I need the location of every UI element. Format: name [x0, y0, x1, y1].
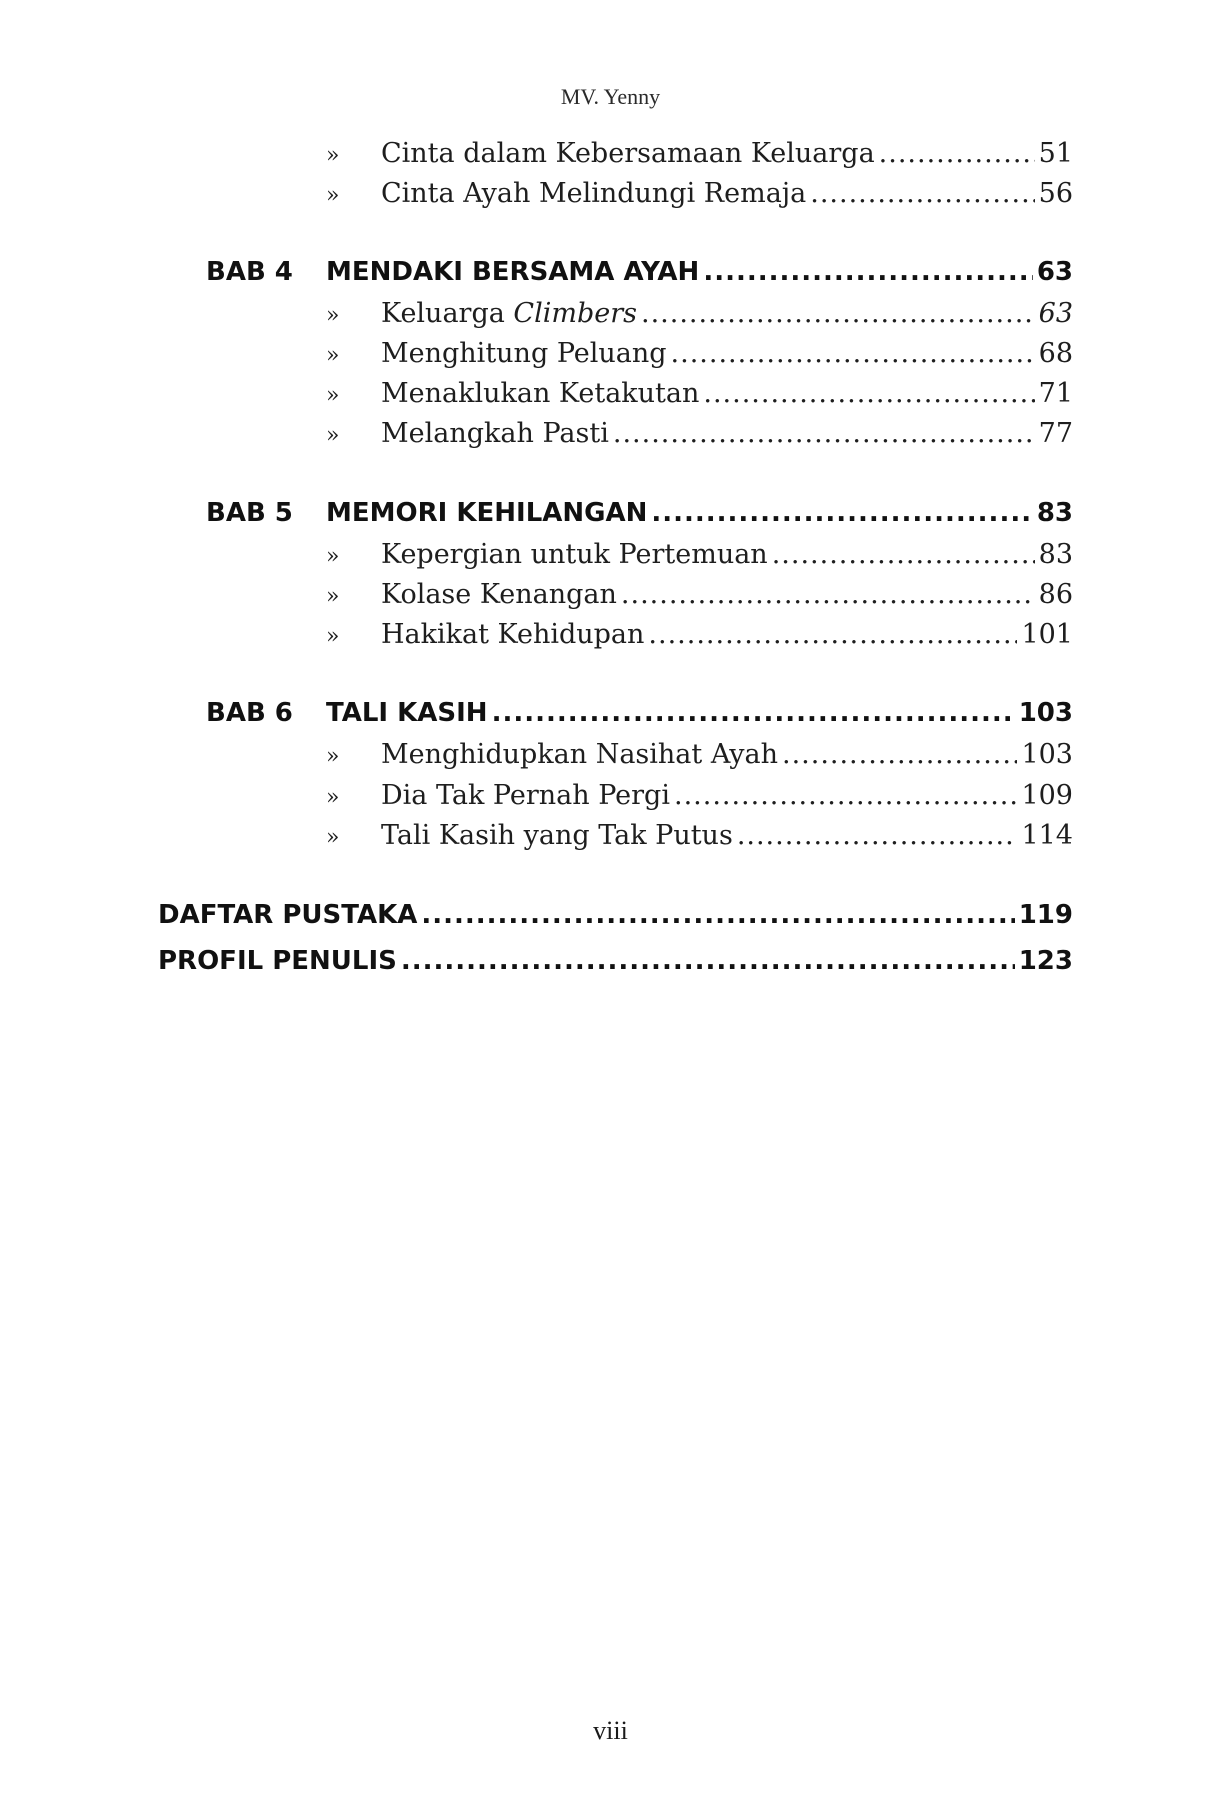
dot-leader [772, 539, 1035, 570]
toc-entry[interactable] [326, 780, 1073, 811]
entry-page: 51 [1038, 138, 1073, 169]
back-matter-page: 123 [1018, 946, 1073, 976]
back-matter-title: DAFTAR PUSTAKA [158, 900, 418, 930]
toc-entry[interactable] [326, 820, 1073, 851]
chapter-entry[interactable] [206, 698, 1073, 728]
bullet-marker: » [326, 303, 340, 328]
chapter-label: BAB 6 [206, 698, 293, 728]
entry-title: Menaklukan Ketakutan [381, 378, 700, 409]
entry-page: 103 [1021, 739, 1073, 770]
dot-leader [651, 498, 1032, 528]
entry-title: Menghidupkan Nasihat Ayah [381, 739, 778, 770]
entry-title-italic: Climbers [513, 298, 637, 329]
dot-leader [674, 780, 1017, 811]
toc-entry[interactable] [326, 378, 1073, 409]
bullet-marker: » [326, 785, 340, 810]
chapter-label: BAB 4 [206, 257, 293, 287]
entry-title: Kepergian untuk Pertemuan [381, 539, 768, 570]
bullet-marker: » [326, 343, 340, 368]
entry-page: 68 [1038, 338, 1073, 369]
dot-leader [613, 418, 1035, 449]
chapter-page: 83 [1036, 498, 1073, 528]
bullet-marker: » [326, 544, 340, 569]
back-matter-page: 119 [1018, 900, 1073, 930]
toc-entry[interactable] [326, 418, 1073, 449]
chapter-title: TALI KASIH [326, 698, 488, 728]
chapter-entry[interactable] [206, 257, 1073, 287]
dot-leader [671, 338, 1035, 369]
entry-page: 101 [1021, 619, 1073, 650]
bullet-marker: » [326, 624, 340, 649]
entry-title: Menghitung Peluang [381, 338, 667, 369]
bullet-marker: » [326, 423, 340, 448]
entry-page: 83 [1038, 539, 1073, 570]
toc-entry[interactable] [326, 619, 1073, 650]
entry-page: 109 [1021, 780, 1073, 811]
dot-leader [703, 257, 1032, 287]
chapter-page: 103 [1018, 698, 1073, 728]
entry-page: 86 [1038, 579, 1073, 610]
page-number: viii [593, 1716, 628, 1745]
entry-title-prefix: Keluarga [381, 298, 514, 329]
toc-entry[interactable] [326, 539, 1073, 570]
bullet-marker: » [326, 744, 340, 769]
chapter-label: BAB 5 [206, 498, 293, 528]
chapter-entry[interactable] [206, 498, 1073, 528]
chapter-title: MENDAKI BERSAMA AYAH [326, 257, 700, 287]
entry-title: Melangkah Pasti [381, 418, 609, 449]
toc-entry[interactable] [326, 739, 1073, 770]
bullet-marker: » [326, 584, 340, 609]
entry-title: Hakikat Kehidupan [381, 619, 645, 650]
bullet-marker: » [326, 143, 340, 168]
entry-title [381, 298, 637, 329]
dot-leader [879, 138, 1035, 169]
dot-leader [492, 698, 1015, 728]
entry-title: Dia Tak Pernah Pergi [381, 780, 670, 811]
bullet-marker: » [326, 383, 340, 408]
back-matter-entry[interactable] [158, 900, 1073, 930]
dot-leader [401, 946, 1015, 976]
dot-leader [737, 820, 1018, 851]
dot-leader [421, 900, 1014, 930]
back-matter-entry[interactable] [158, 946, 1073, 976]
entry-title: Cinta Ayah Melindungi Remaja [381, 178, 807, 209]
toc-entry[interactable] [326, 298, 1073, 329]
bullet-marker: » [326, 825, 340, 850]
toc-entry[interactable] [326, 138, 1073, 169]
dot-leader [810, 178, 1034, 209]
running-head: MV. Yenny [560, 84, 661, 109]
chapter-page: 63 [1036, 257, 1073, 287]
entry-title: Tali Kasih yang Tak Putus [381, 820, 733, 851]
entry-page: 77 [1038, 418, 1073, 449]
entry-title: Cinta dalam Kebersamaan Keluarga [381, 138, 875, 169]
entry-page: 63 [1038, 298, 1073, 329]
entry-title: Kolase Kenangan [381, 579, 617, 610]
entry-page: 114 [1021, 820, 1073, 851]
chapter-title: MEMORI KEHILANGAN [326, 498, 648, 528]
dot-leader [782, 739, 1017, 770]
entry-page: 56 [1038, 178, 1073, 209]
dot-leader [641, 298, 1035, 329]
toc-entry[interactable] [326, 579, 1073, 610]
back-matter-title: PROFIL PENULIS [158, 946, 397, 976]
toc-entry[interactable] [326, 178, 1073, 209]
dot-leader [703, 378, 1034, 409]
bullet-marker: » [326, 183, 340, 208]
entry-page: 71 [1038, 378, 1073, 409]
toc-entry[interactable] [326, 338, 1073, 369]
dot-leader [621, 579, 1035, 610]
dot-leader [648, 619, 1017, 650]
